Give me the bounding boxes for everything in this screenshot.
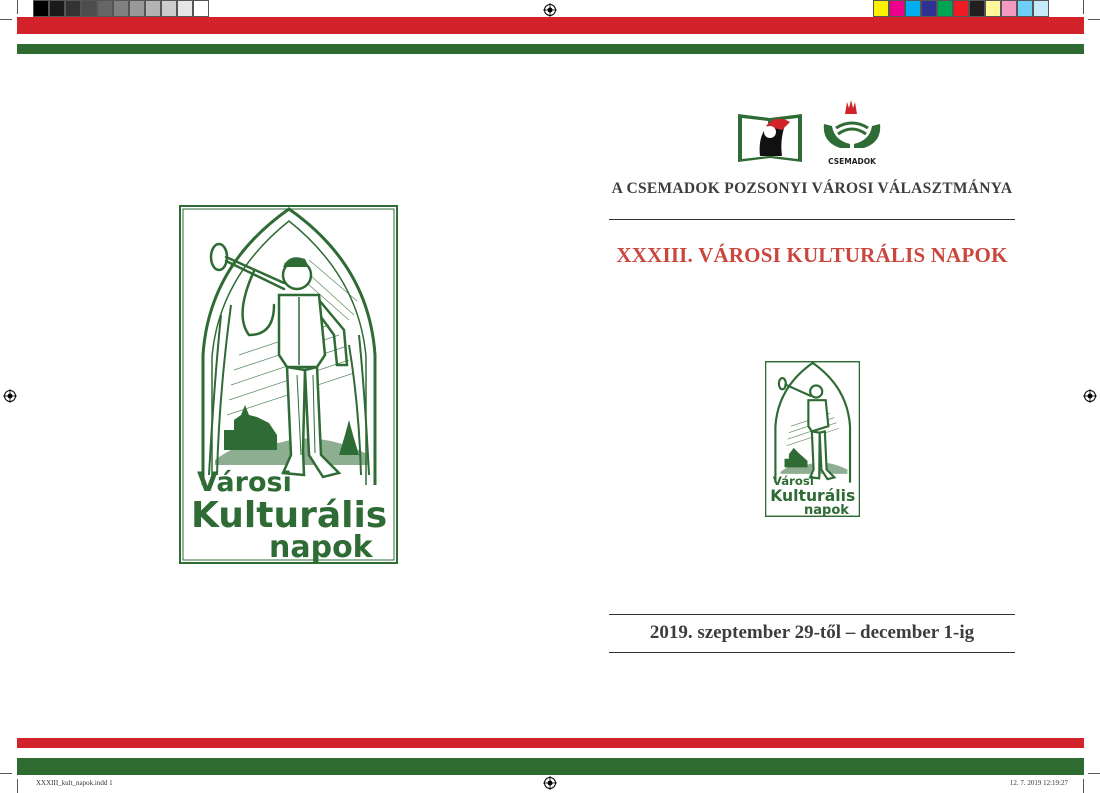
color-swatch: [113, 0, 129, 17]
color-swatch: [937, 0, 953, 17]
color-swatch: [97, 0, 113, 17]
event-title: XXXIII. VÁROSI KULTURÁLIS NAPOK: [616, 243, 1008, 267]
registration-mark-icon: [1083, 389, 1097, 403]
divider: [609, 219, 1015, 220]
crop-mark: [17, 779, 18, 793]
color-swatch: [129, 0, 145, 17]
color-swatch: [873, 0, 889, 17]
process-color-bar: [873, 0, 1049, 17]
color-swatch: [921, 0, 937, 17]
small-kulturalis-napok-emblem: [765, 361, 860, 517]
crop-mark: [0, 773, 12, 774]
color-swatch: [953, 0, 969, 17]
divider: [609, 614, 1015, 615]
csemadok-logo-label: CSEMADOK: [828, 157, 876, 166]
crop-mark: [17, 0, 18, 14]
color-swatch: [177, 0, 193, 17]
small-emblem-line-1: Városi: [772, 474, 814, 489]
kulturalis-napok-emblem: [179, 205, 398, 564]
color-swatch: [33, 0, 49, 17]
registration-mark-icon: [543, 3, 557, 17]
grayscale-color-bar: [33, 0, 209, 17]
color-swatch: [905, 0, 921, 17]
print-timestamp: 12. 7. 2019 12:19:27: [1009, 779, 1068, 787]
small-emblem-line-3: napok: [804, 502, 849, 517]
crop-mark: [1083, 779, 1084, 793]
small-emblem-line-2: Kulturális: [770, 486, 856, 505]
event-dates: 2019. szeptember 29-től – december 1-ig: [649, 622, 975, 643]
registration-mark-icon: [543, 776, 557, 790]
crop-mark: [1088, 19, 1100, 20]
color-swatch: [161, 0, 177, 17]
bottom-red-stripe: [17, 738, 1084, 748]
file-name: XXXIII_kult_napok.indd 1: [36, 779, 113, 787]
organization-name: A CSEMADOK POZSONYI VÁROSI VÁLASZTMÁNYA: [611, 180, 1013, 197]
crop-mark: [1088, 773, 1100, 774]
crop-mark: [1083, 0, 1084, 14]
color-swatch: [1001, 0, 1017, 17]
book-trumpeter-logo-icon: [736, 108, 804, 164]
color-swatch: [49, 0, 65, 17]
color-swatch: [145, 0, 161, 17]
color-swatch: [1017, 0, 1033, 17]
top-red-stripe: [17, 17, 1084, 34]
csemadok-hands-logo-icon: [820, 98, 884, 168]
color-swatch: [193, 0, 209, 17]
top-green-stripe: [17, 44, 1084, 54]
emblem-line-2: Kulturális: [191, 495, 388, 536]
color-swatch: [969, 0, 985, 17]
color-swatch: [889, 0, 905, 17]
color-swatch: [65, 0, 81, 17]
divider: [609, 652, 1015, 653]
bottom-green-stripe: [17, 758, 1084, 775]
emblem-line-1: Városi: [197, 467, 292, 498]
emblem-line-3: napok: [269, 530, 373, 564]
color-swatch: [1033, 0, 1049, 17]
crop-mark: [0, 19, 12, 20]
registration-mark-icon: [3, 389, 17, 403]
color-swatch: [81, 0, 97, 17]
color-swatch: [985, 0, 1001, 17]
